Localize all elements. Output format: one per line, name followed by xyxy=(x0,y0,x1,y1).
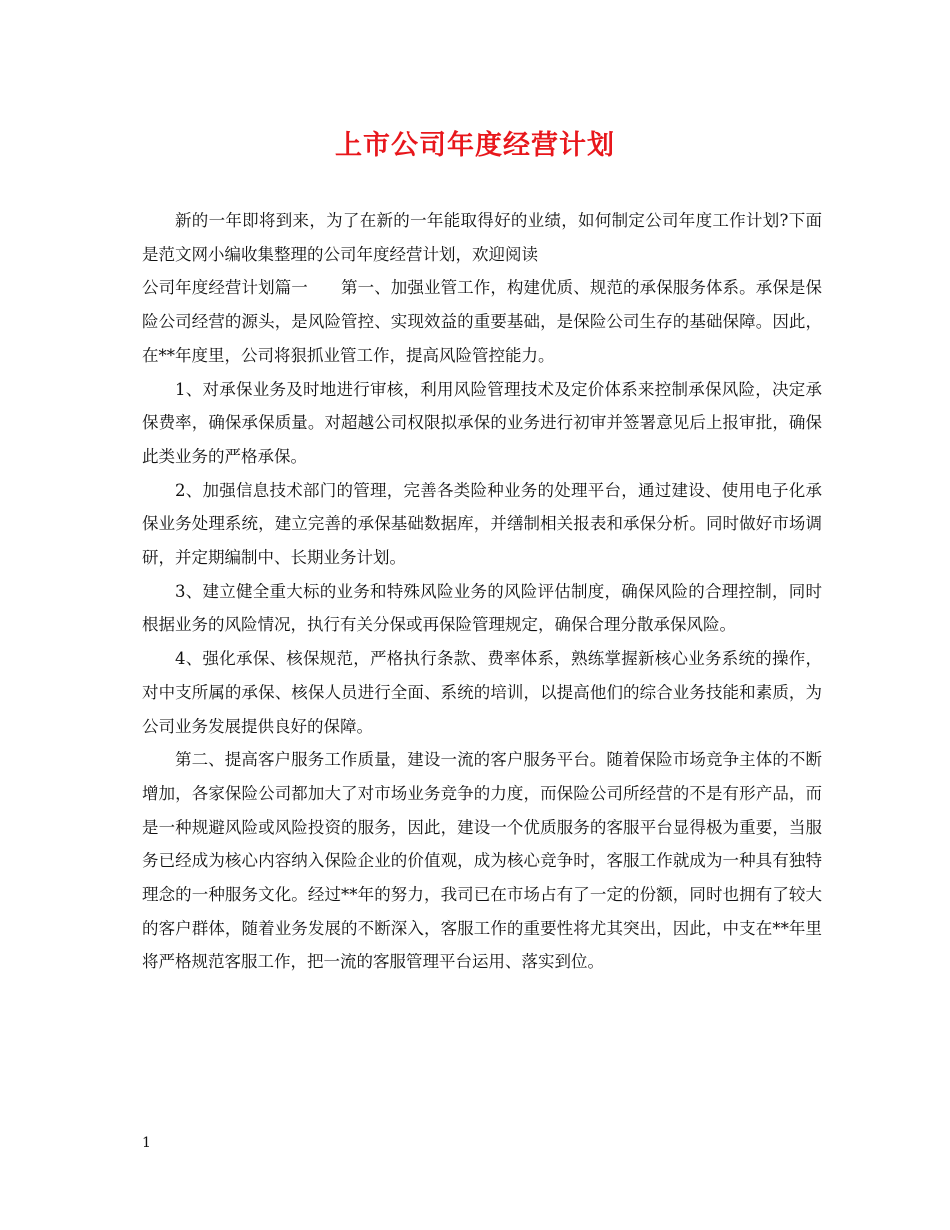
paragraph-section-one: 公司年度经营计划篇一 第一、加强业管工作，构建优质、规范的承保服务体系。承保是保险公司经营的源头，是风险管控、实现效益的重要基础，是保险公司生存的基础保障。因此，在**年度里，公司将狠抓业管工作，提高风险管控能力。 xyxy=(142,278,822,365)
paragraph-intro: 新的一年即将到来，为了在新的一年能取得好的业绩，如何制定公司年度工作计划?下面是范文网小编收集整理的公司年度经营计划，欢迎阅读 xyxy=(142,211,822,264)
paragraph-item-1: 1、对承保业务及时地进行审核，利用风险管理技术及定价体系来控制承保风险，决定承保费率，确保承保质量。对超越公司权限拟承保的业务进行初审并签署意见后上报审批，确保此类业务的严格承保。 xyxy=(142,379,822,466)
document-title: 上市公司年度经营计划 xyxy=(335,130,615,161)
paragraph-section-two: 第二、提高客户服务工作质量，建设一流的客户服务平台。随着保险市场竞争主体的不断增加，各家保险公司都加大了对市场业务竞争的力度，而保险公司所经营的不是有形产品，而是一种规避风险或风险投资的服务，因此，建设一个优质服务的客服平台显得极为重要，当服务已经成为核心内容纳入保险企业的价值观，成为核心竞争时，客服工作就成为一种具有独特理念的一种服务文化。经过**年的努力，我司已在市场占有了一定的份额，同时也拥有了较大的客户群体，随着业务发展的不断深入，客服工作的重要性将尤其突出，因此，中支在**年里将严格规范客服工作，把一流的客服管理平台运用、落实到位。 xyxy=(142,750,822,972)
page-number: 1 xyxy=(142,1135,151,1151)
paragraph-item-3: 3、建立健全重大标的业务和特殊风险业务的风险评估制度，确保风险的合理控制，同时根据业务的风险情况，执行有关分保或再保险管理规定，确保合理分散承保风险。 xyxy=(142,581,822,635)
document-body xyxy=(142,204,822,979)
paragraph-item-4: 4、强化承保、核保规范，严格执行条款、费率体系，熟练掌握新核心业务系统的操作，对中支所属的承保、核保人员进行全面、系统的培训，以提高他们的综合业务技能和素质，为公司业务发展提供良好的保障。 xyxy=(142,649,822,736)
paragraph-item-2: 2、加强信息技术部门的管理，完善各类险种业务的处理平台，通过建设、使用电子化承保业务处理系统，建立完善的承保基础数据库，并缮制相关报表和承保分析。同时做好市场调研，并定期编制中、长期业务计划。 xyxy=(142,480,822,568)
